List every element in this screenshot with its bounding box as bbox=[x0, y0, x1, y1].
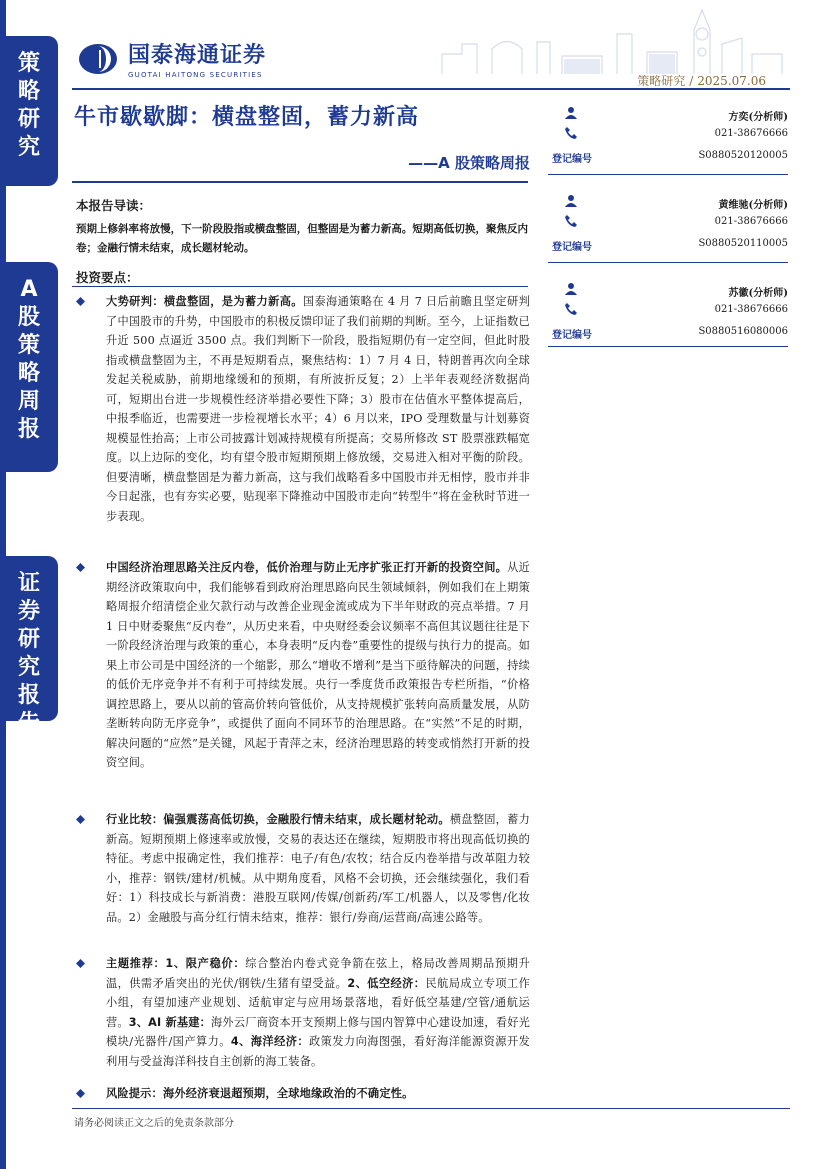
key-point bbox=[76, 292, 530, 558]
key-point-text: 横盘整固，蓄力新高。短期预期上修速率或放慢，交易的表达还在继续，短期股市将出现高低切换的特征。考虑中报确定性，我们推荐：电子/有色/农牧；结合反内卷举措与改革阻力较小，推荐：钢铁/建材/机械。从中期角度看，风格不会切换，还会继续强化，我们看好：1）科技成长与新消费：港股互联网/传媒/创新药/军工/机器人，以及零售/化妆品。2）金融股与高分红行情未结束，推荐：银行/券商/运营商/高速公路等。 bbox=[106, 813, 530, 924]
analyst-divider bbox=[548, 174, 788, 175]
sidebar-char: 券 bbox=[17, 599, 40, 624]
phone-icon bbox=[564, 214, 578, 228]
guide-summary: 预期上修斜率将放慢，下一阶段股指或横盘整固，但整固是为蓄力新高。短期高低切换，聚焦反内卷；金融行情未结束，成长题材轮动。 bbox=[76, 223, 528, 254]
sidebar-char: 策 bbox=[17, 333, 40, 358]
analyst-phone: 021-38676666 bbox=[714, 128, 788, 139]
analyst-phone: 021-38676666 bbox=[714, 304, 788, 315]
key-points-heading: 投资要点： bbox=[76, 270, 139, 285]
sidebar-rule bbox=[0, 0, 6, 36]
analyst-reg-number: S0880520110005 bbox=[698, 238, 788, 249]
key-point-text: 海外经济衰退超预期，全球地缘政治的不确定性。 bbox=[162, 1087, 414, 1100]
logo-text-en: GUOTAI HAITONG SECURITIES bbox=[128, 71, 263, 79]
bullet-icon bbox=[76, 959, 85, 968]
sidebar-char: 股 bbox=[17, 305, 40, 330]
sidebar-char: 策 bbox=[17, 51, 40, 76]
analyst-reg-label: 登记编号 bbox=[552, 154, 592, 165]
analyst-name: 方奕(分析师) bbox=[728, 112, 788, 123]
analyst-name: 苏徽(分析师) bbox=[728, 288, 788, 299]
analyst-reg-label: 登记编号 bbox=[552, 242, 592, 253]
logo-text-cn: 国泰海通证券 bbox=[128, 43, 267, 68]
page-header bbox=[72, 0, 792, 96]
sidebar-char: 告 bbox=[17, 711, 40, 736]
skyline-illustration bbox=[432, 4, 792, 74]
report-category: 策略研究 bbox=[637, 74, 686, 88]
bullet-icon bbox=[76, 1089, 85, 1098]
sidebar-label-strategy-research bbox=[0, 36, 58, 186]
sidebar-char: 略 bbox=[17, 79, 40, 104]
key-point-lead: 风险提示： bbox=[106, 1087, 163, 1100]
report-meta: 策略研究 / 2025.07.06 bbox=[637, 74, 766, 88]
bullet-icon bbox=[76, 297, 85, 306]
guide-heading: 本报告导读： bbox=[76, 198, 152, 213]
phone-icon bbox=[564, 126, 578, 140]
analyst-divider bbox=[548, 346, 788, 347]
analyst-divider bbox=[548, 262, 788, 263]
sidebar-char: A bbox=[20, 277, 38, 302]
analyst-card bbox=[548, 276, 788, 364]
key-point-text: 民航局成立专项工作小组，有望加速产业规划、适航审定与应用场景落地，看好低空基建/空管/通航运营。 bbox=[106, 976, 530, 1029]
sidebar-char: 研 bbox=[17, 107, 40, 132]
sidebar-char: 究 bbox=[17, 135, 40, 160]
left-sidebar bbox=[0, 0, 58, 1169]
key-point-lead: 大势研判：横盘整固，是为蓄力新高。 bbox=[106, 295, 303, 308]
user-icon bbox=[564, 282, 578, 296]
analyst-panel bbox=[548, 100, 788, 364]
footer-divider bbox=[72, 1108, 790, 1109]
company-logo bbox=[78, 38, 266, 79]
key-point-lead: 行业比较：偏强震荡高低切换，金融股行情未结束，成长题材轮动。 bbox=[106, 813, 450, 826]
sidebar-char: 证 bbox=[17, 571, 40, 596]
user-icon bbox=[564, 106, 578, 120]
page-subtitle: ——A 股策略周报 bbox=[408, 154, 530, 172]
page-title: 牛市歇歇脚：横盘整固，蓄力新高 bbox=[74, 105, 420, 130]
header-divider bbox=[72, 88, 790, 90]
sidebar-rule bbox=[0, 186, 6, 262]
sidebar-label-securities-report bbox=[0, 556, 58, 736]
disclaimer-note: 请务必阅读正文之后的免责条款部分 bbox=[74, 1118, 234, 1129]
sidebar-char: 报 bbox=[17, 417, 40, 442]
key-point-text: 从近期经济政策取向中，我们能够看到政府治理思路向民生领域倾斜，例如我们在上期策略周报介绍清偿企业欠款行动与改善企业现金流或成为下半年财政的亮点举措。7 月 1 日中财委聚焦“反内卷”，从历史来看，中央财经委会议频率不高但其议题往往是下一阶段经济治理与政策的重心，本身表明“反内卷”重要性的提级与执行力的提高。如果上市公司是中国经济的一个缩影，那么“增收不增利”是当下亟待解决的问题，持续的低价无序竞争并不有利于可持续发展。央行一季度货币政策报告专栏所指，“价格调控思路上，要从以前的管高价转向管低价，从支持规模扩张转向高质量发展，从防垄断转向防无序竞争”，或提供了面向不同环节的治理思路。在“实然”不足的时期，解决问题的“应然”是关键，风起于青萍之末，经济治理思路的转变或悄然打开新的投资空间。 bbox=[106, 561, 530, 769]
analyst-phone: 021-38676666 bbox=[714, 216, 788, 227]
key-point-lead: 2、低空经济： bbox=[347, 976, 426, 990]
title-divider bbox=[72, 181, 528, 183]
key-point-lead: 4、海洋经济： bbox=[230, 1035, 309, 1048]
report-date: 2025.07.06 bbox=[697, 74, 766, 88]
key-points-divider bbox=[72, 286, 528, 287]
key-point bbox=[76, 954, 530, 1084]
bullet-icon bbox=[76, 563, 85, 572]
sidebar-rule bbox=[0, 472, 6, 556]
key-points-list bbox=[76, 292, 530, 1104]
sidebar-char: 略 bbox=[17, 361, 40, 386]
key-point-lead: 主题推荐：1、限产稳价： bbox=[106, 957, 246, 970]
analyst-reg-label: 登记编号 bbox=[552, 330, 592, 341]
logo-mark-icon bbox=[78, 42, 122, 76]
user-icon bbox=[564, 194, 578, 208]
sidebar-char: 究 bbox=[17, 655, 40, 680]
analyst-reg-number: S0880520120005 bbox=[698, 150, 788, 161]
key-point bbox=[76, 810, 530, 954]
bullet-icon bbox=[76, 815, 85, 824]
key-point-lead: 3、AI 新基建： bbox=[128, 1015, 212, 1029]
key-point-text: 海外云厂商资本开支预期上修与国内智算中心建设加速，看好光模块/光器件/国产算力。 bbox=[106, 1015, 530, 1048]
key-point-text: 国泰海通策略在 4 月 7 日后前瞻且坚定研判了中国股市的升势，中国股市的积极反馈印证了我们前期的判断。至今，上证指数已升近 500 点逼近 3500 点。我们判断下一阶段，股指短期仍有一定空间，但此时股指或横盘整固为主，不再是短期看点，聚焦结构：1）7 月 4 日，特朗普再次向全球发起关税威胁，前期地缘缓和的预期，有所波折反复；2）上半年表观经济数据尚可，短期出台进一步规模性经济举措必要性下降；3）股市在估值水平整体提高后，中报季临近，也需要进一步检视增长水平；4）6 月以来，IPO 受理数量与计划募资规模显性抬高；上市公司披露计划减持规模有所提高；交易所修改 ST 股票涨跌幅宽度。以上边际的变化，均有望令股市短期预期上修放缓，交易进入相对平衡的阶段。但要清晰，横盘整固是为蓄力新高，这与我们战略看多中国股市并无相悖，股市并非今日起涨，也有夯实必要，贴现率下降推动中国股市走向“转型牛”将在金秋时节进一步表现。 bbox=[106, 295, 531, 523]
sidebar-label-weekly bbox=[0, 262, 58, 472]
key-point-lead: 中国经济治理思路关注反内卷，低价治理与防止无序扩张正打开新的投资空间。 bbox=[106, 561, 508, 574]
sidebar-char: 报 bbox=[17, 683, 40, 708]
key-point bbox=[76, 1084, 530, 1104]
sidebar-char: 周 bbox=[17, 389, 40, 414]
key-point bbox=[76, 558, 530, 810]
analyst-name: 黄维驰(分析师) bbox=[718, 200, 788, 211]
key-point-text: 综合整治内卷式竞争箭在弦上，格局改善周期品预期升温，供需矛盾突出的光伏/钢铁/生猪有望受益。 bbox=[106, 957, 530, 990]
phone-icon bbox=[564, 302, 578, 316]
key-point-text: 政策发力向海图强，看好海洋能源资源开发利用与受益海洋科技自主创新的海工装备。 bbox=[106, 1035, 530, 1068]
sidebar-rule bbox=[0, 721, 6, 1169]
analyst-reg-number: S0880516080006 bbox=[698, 326, 788, 337]
sidebar-char: 研 bbox=[17, 627, 40, 652]
